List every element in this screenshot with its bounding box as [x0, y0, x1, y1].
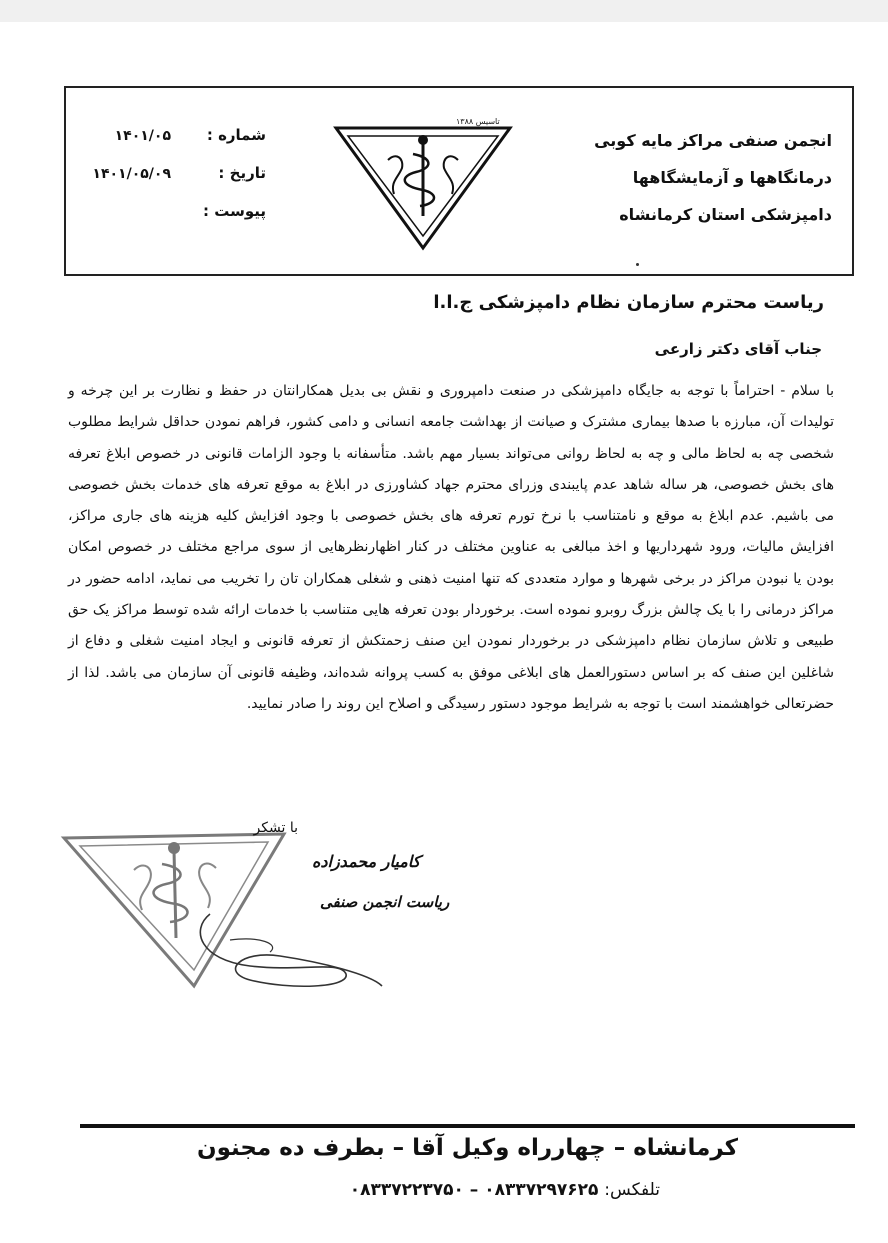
number-label: شماره : — [206, 126, 266, 144]
footer-divider — [80, 1124, 855, 1128]
letterhead-box — [64, 86, 854, 276]
closing-text: با تشکر — [253, 820, 298, 836]
speck — [636, 263, 639, 266]
association-emblem-icon — [328, 106, 518, 256]
letter-meta — [92, 126, 266, 240]
recipient-line: ریاست محترم سازمان نظام دامپزشکی ج.ا.ا — [433, 292, 824, 313]
attachment-row — [106, 202, 266, 240]
organization-name — [594, 122, 832, 233]
date-label: تاریخ : — [218, 164, 266, 182]
salutation-line: جناب آقای دکتر زارعی — [654, 340, 822, 358]
phone-numbers: ۰۸۳۳۷۲۹۷۶۲۵ – ۰۸۳۳۷۲۲۳۷۵۰ — [349, 1180, 599, 1200]
handwritten-signature-icon — [170, 900, 390, 995]
org-line-2: درمانگاهها و آزمایشگاهها — [632, 168, 832, 187]
org-line-3: دامپزشکی استان کرمانشاه — [619, 205, 832, 224]
footer-address: کرمانشاه – چهارراه وکیل آقا – بطرف ده مجنون — [196, 1135, 739, 1161]
signer-title: ریاست انجمن صنفی — [320, 893, 450, 911]
emblem-year: تاسیس ۱۳۸۸ — [456, 117, 500, 126]
number-row — [106, 126, 266, 164]
org-line-1: انجمن صنفی مراکز مایه کوبی — [594, 131, 832, 150]
attachment-label: پیوست : — [202, 202, 266, 220]
date-row — [92, 164, 266, 202]
footer-phone — [80, 1180, 660, 1200]
date-value: ۱۴۰۱/۰۵/۰۹ — [92, 166, 171, 182]
number-value: ۱۴۰۱/۰۵ — [114, 128, 171, 144]
phone-label: تلفکس: — [604, 1180, 660, 1200]
top-bar — [0, 0, 888, 22]
signer-name: کامیار محمدزاده — [312, 852, 421, 871]
letter-body: با سلام - احتراماً با توجه به جایگاه دامپزشکی در صنعت دامپروری و نقش بی بدیل همکارانتان در حفظ و نظارت بر این چرخه و تولیدات آن، مبارزه با صدها بیماری مشترک و صیانت از بهداشت جامعه انسانی و دامی کشور، فراهم نمودن حداقل شرایط مطلوب شخصی چه به لحاظ مالی و چه به لحاظ روانی می‌تواند بسیار مهم باشد. متأسفانه با وجود الزامات قانونی در خصوص ابلاغ تعرفه های بخش خصوصی، هر ساله شاهد عدم پایبندی وزرای محترم جهاد کشاورزی در ابلاغ به موقع تعرفه های خدمات بخش خصوصی می باشیم. عدم ابلاغ به موقع و نامتناسب با نرخ تورم تعرفه های بخش خصوصی با وجود افزایش کلیه هزینه های جاری مراکز، افزایش مالیات، ورود شهرداریها و اخذ مبالغی به عناوین مختلف در کنار اظهارنظرهایی از سوی مراجع مختلف در خصوص امکان بودن یا نبودن مراکز در برخی شهرها و موارد متعددی که تنها امنیت ذهنی و شغلی همکاران تان را تخریب می نماید، ادامه حضور در مراکز درمانی را با یک چالش بزرگ روبرو نموده است. برخوردار بودن تعرفه هایی متناسب با خدمات ارائه شده توسط مراکز یک حق طبیعی و تلاش سازمان نظام دامپزشکی در برخوردار نمودن این صنف زحمتکش از تعرفه قانونی و ایجاد امنیت شغلی و دفاع از شاغلین این صنف که بر اساس دستورالعمل های ابلاغی موفق به کسب پروانه شده‌اند، وظیفه قانونی آن سازمان می باشد. لذا از حضرتعالی خواهشمند است با توجه به شرایط موجود دستور رسیدگی و اصلاح این روند را صادر نمایید. — [68, 383, 834, 712]
